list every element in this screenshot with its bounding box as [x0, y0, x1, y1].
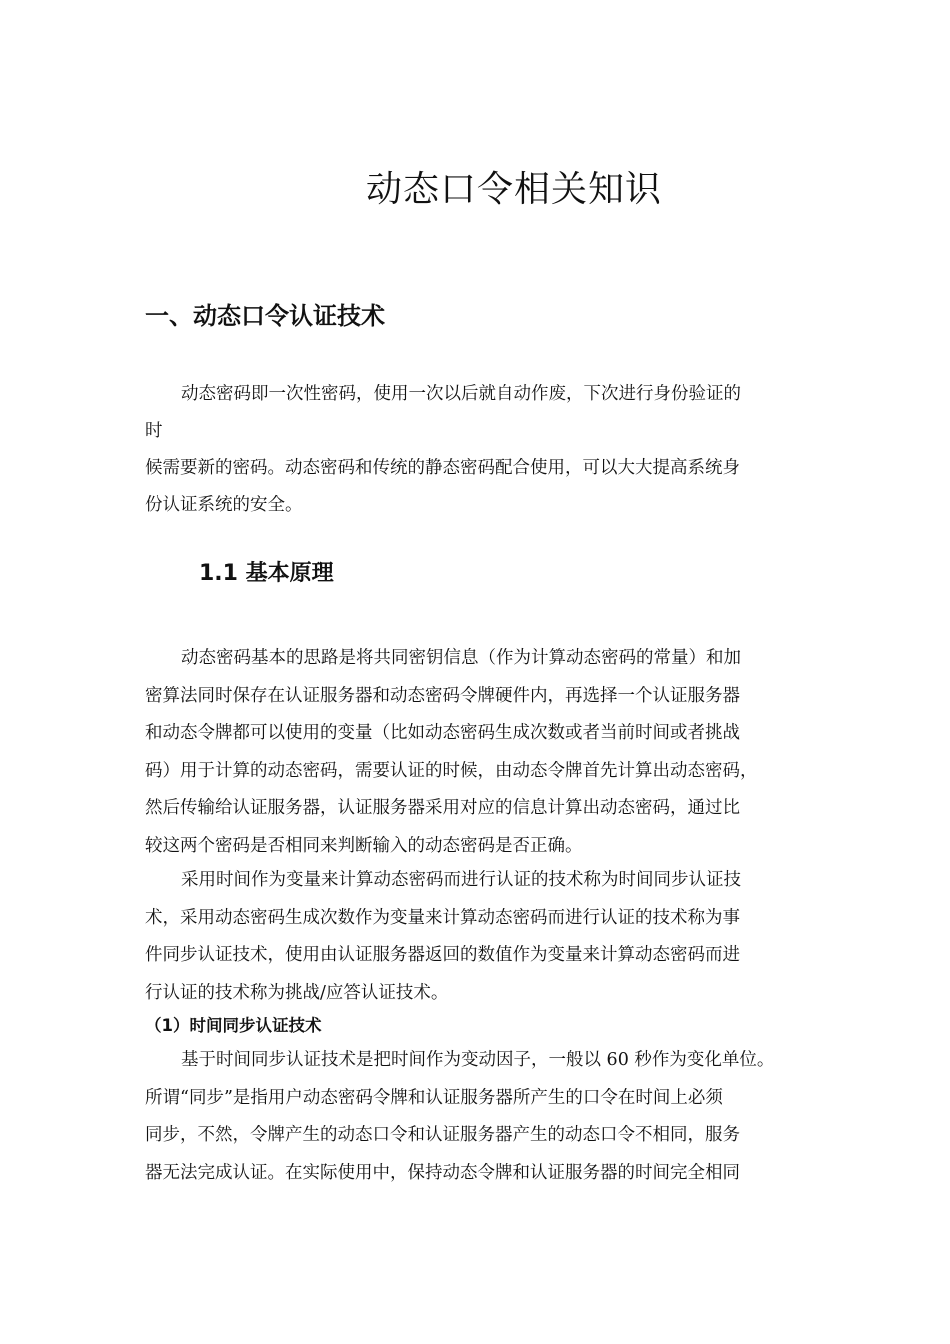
- paragraph-line: 时: [145, 421, 163, 441]
- paragraph-line: 所谓“同步”是指用户动态密码令牌和认证服务器所产生的口令在时间上必须: [145, 1087, 723, 1108]
- paragraph-line: 码）用于计算的动态密码，需要认证的时候，由动态令牌首先计算出动态密码，: [145, 760, 758, 781]
- paragraph-line: 行认证的技术称为挑战/应答认证技术。: [145, 982, 449, 1003]
- paragraph-line: 候需要新的密码。动态密码和传统的静态密码配合使用，可以大大提高系统身: [145, 458, 740, 478]
- paragraph-line: 份认证系统的安全。: [145, 495, 303, 515]
- paragraph-time-sync: [145, 1042, 810, 1192]
- subheading-time-sync: （1）时间同步认证技术: [145, 1016, 322, 1035]
- paragraph-line: 和动态令牌都可以使用的变量（比如动态密码生成次数或者当前时间或者挑战: [145, 723, 740, 743]
- paragraph-line: 采用时间作为变量来计算动态密码而进行认证的技术称为时间同步认证技: [181, 870, 741, 890]
- paragraph-line: 器无法完成认证。在实际使用中，保持动态令牌和认证服务器的时间完全相同: [145, 1162, 740, 1183]
- paragraph-intro: [145, 376, 810, 524]
- paragraph-line: 然后传输给认证服务器，认证服务器采用对应的信息计算出动态密码，通过比: [145, 798, 740, 818]
- document-title: 动态口令相关知识: [365, 169, 662, 210]
- paragraph-line: 件同步认证技术，使用由认证服务器返回的数值作为变量来计算动态密码而进: [145, 945, 740, 965]
- paragraph-line: 动态密码即一次性密码，使用一次以后就自动作废，下次进行身份验证的: [181, 384, 741, 404]
- paragraph-line: 术，采用动态密码生成次数作为变量来计算动态密码而进行认证的技术称为事: [145, 907, 740, 928]
- paragraph-line: 较这两个密码是否相同来判断输入的动态密码是否正确。: [145, 835, 583, 856]
- section-heading-1-1: 1.1 基本原理: [199, 561, 334, 586]
- paragraph-principle: [145, 640, 810, 865]
- section-heading-1: 一、动态口令认证技术: [145, 302, 385, 330]
- paragraph-line: 同步，不然，令牌产生的动态口令和认证服务器产生的动态口令不相同，服务: [145, 1125, 740, 1145]
- paragraph-techniques: [145, 862, 810, 1012]
- paragraph-line: 基于时间同步认证技术是把时间作为变动因子，一般以 60 秒作为变化单位。: [181, 1050, 775, 1070]
- paragraph-line: 动态密码基本的思路是将共同密钥信息（作为计算动态密码的常量）和加: [181, 648, 741, 668]
- paragraph-line: 密算法同时保存在认证服务器和动态密码令牌硬件内，再选择一个认证服务器: [145, 685, 740, 706]
